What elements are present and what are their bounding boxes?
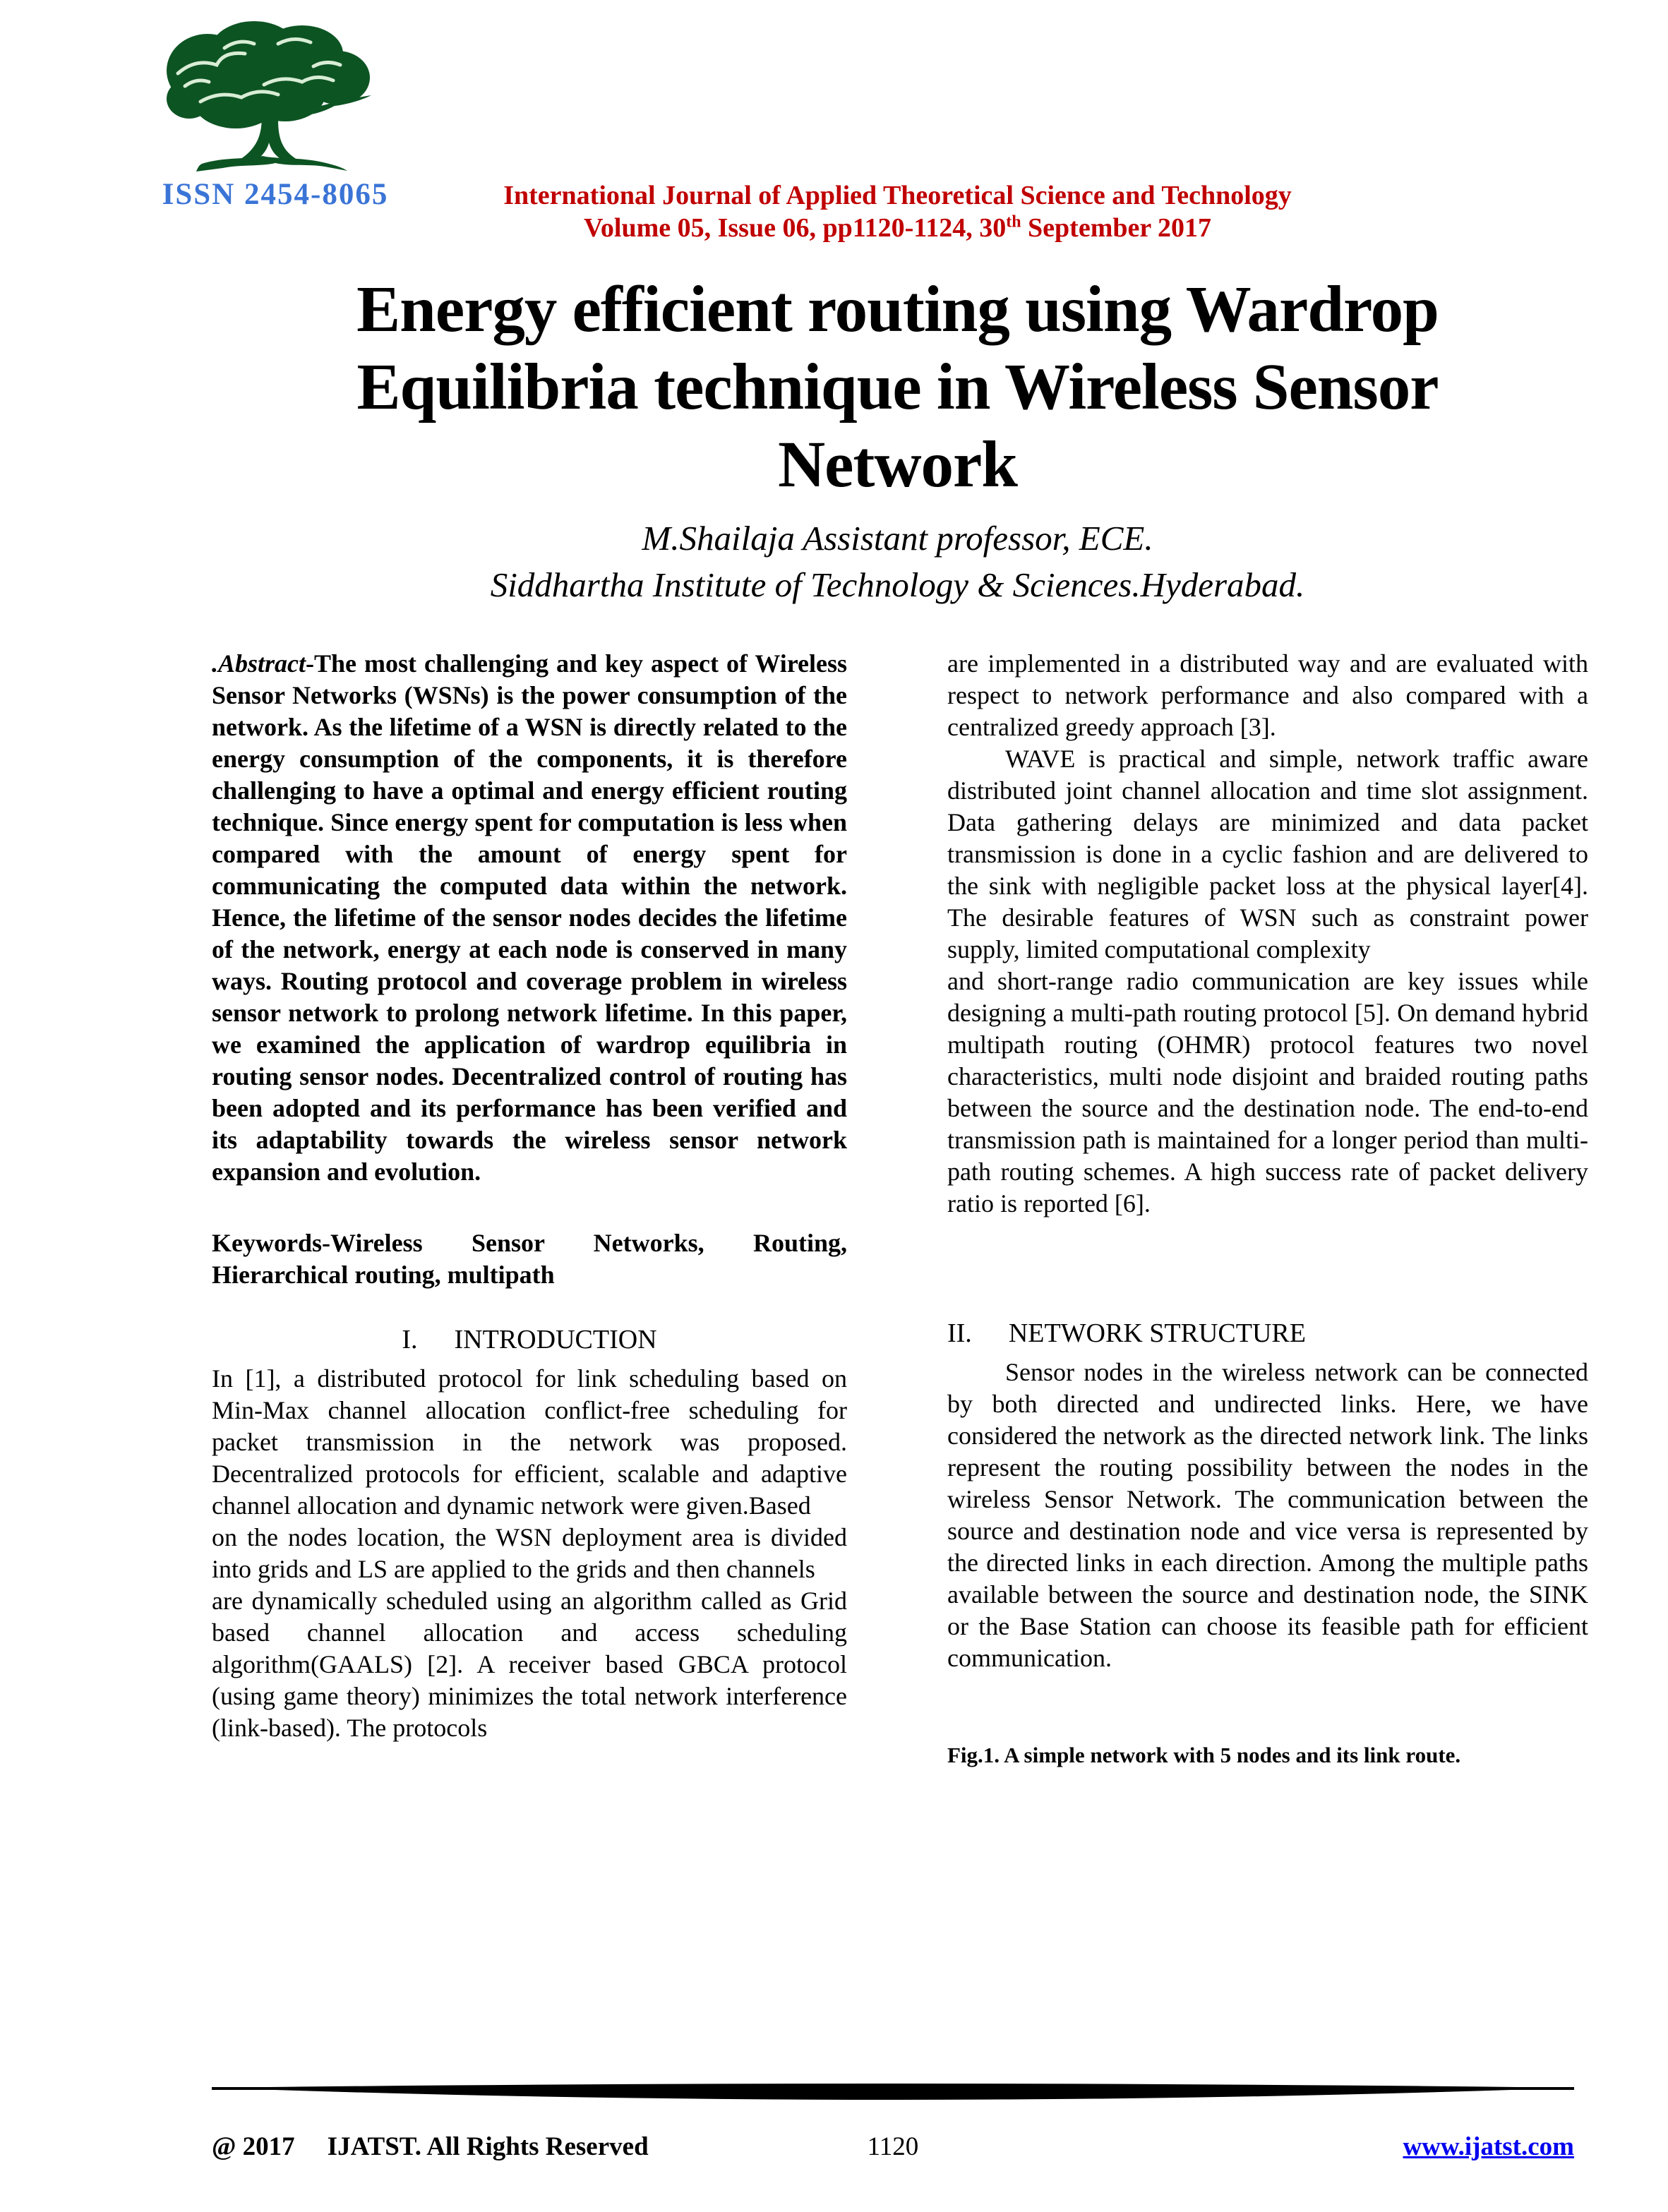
body-columns bbox=[212, 648, 1668, 1769]
network-structure-paragraph: Sensor nodes in the wireless network can be connected by both directed and undirected links. Here, we have considered the network as the directed network link. The links represent the routing possibility between the nodes in the wireless Sensor Network. The communication between the source and destination node and vice versa is represented by the directed links in each direction. Among the multiple paths available between the source and destination node, the SINK or the Base Station can choose its feasible path for efficient communication. bbox=[947, 1358, 1588, 1672]
section-heading-network-structure bbox=[947, 1317, 1588, 1350]
section-heading-introduction bbox=[212, 1323, 847, 1356]
title-line-3: Network bbox=[777, 428, 1018, 501]
fig1-caption: Fig.1. A simple network with 5 nodes and its link route. bbox=[947, 1743, 1461, 1767]
author-line: M.Shailaja Assistant professor, ECE. bbox=[642, 519, 1153, 558]
footer-row bbox=[212, 2132, 1574, 2163]
body-paragraph-2: WAVE is practical and simple, network traffic aware distributed joint channel allocation and time slot assignment. Data gathering delays are minimized and data packet transmission is done in a cyclic fashion and are delivered to the sink with negligible packet loss at the physical layer[4]. The desirable features of WSN such as constraint power supply, limited computational complexity bbox=[947, 745, 1588, 963]
divider-rule-icon bbox=[212, 2079, 1574, 2112]
volume-date-text: September 2017 bbox=[1021, 213, 1212, 243]
paper-title bbox=[0, 271, 1668, 504]
copyright-holder: IJATST. All Rights Reserved bbox=[327, 2132, 649, 2161]
left-column bbox=[212, 648, 847, 1769]
author-block bbox=[0, 515, 1668, 608]
abstract-paragraph bbox=[212, 648, 847, 1188]
body-paragraph-1: are implemented in a distributed way and are evaluated with respect to network performance and also compared with a centralized greedy approach [3]. bbox=[947, 649, 1588, 741]
body-paragraph-3: and short-range radio communication are key issues while designing a multi-path routing protocol [5]. On demand hybrid multipath routing (OHMR) protocol features two novel characteristics, multi node disjoint and braided routing paths between the source and the destination node. The end-to-end transmission path is maintained for a longer period than multi-path routing schemes. A high success rate of packet delivery ratio is reported [6]. bbox=[947, 967, 1588, 1218]
abstract-text: -The most challenging and key aspect of Wireless Sensor Networks (WSNs) is the power consumption of the network. As the lifetime of a WSN is directly related to the energy consumption of the components, it is therefore challenging to have a optimal and energy efficient routing technique. Since energy spent for computation is less when compared with the amount of energy spent for communicating the computed data within the network. Hence, the lifetime of the sensor nodes decides the lifetime of the network, energy at each node is conserved in many ways. Routing protocol and coverage problem in wireless sensor network to prolong network lifetime. In this paper, we examined the application of wardrop equilibria in routing sensor nodes. Decentralized control of routing has been adopted and its performance has been verified and its adaptability towards the wireless sensor network expansion and evolution. bbox=[212, 649, 847, 1186]
intro-paragraph-1: In [1], a distributed protocol for link scheduling based on Min-Max channel allocation conflict-free scheduling for packet transmission in the network was proposed. Decentralized protocols for efficient, scalable and adaptive channel allocation and dynamic network were given.Based bbox=[212, 1364, 847, 1520]
title-line-1: Energy efficient routing using Wardrop bbox=[356, 273, 1439, 346]
website-link[interactable]: www.ijatst.com bbox=[1403, 2132, 1574, 2161]
intro-paragraph-3: are dynamically scheduled using an algorithm called as Grid based channel allocation and access scheduling algorithm(GAALS) [2]. A receiver based GBCA protocol (using game theory) minimizes the total network interference (link-based). The protocols bbox=[212, 1587, 847, 1742]
volume-superscript: th bbox=[1006, 212, 1021, 232]
title-line-2: Equilibria technique in Wireless Sensor bbox=[356, 351, 1439, 423]
section-number: I. bbox=[402, 1325, 418, 1354]
intro-paragraph-2: on the nodes location, the WSN deployment area is divided into grids and LS are applied to the grids and then channels bbox=[212, 1523, 847, 1583]
section-title: NETWORK STRUCTURE bbox=[1008, 1318, 1306, 1348]
volume-text: Volume 05, Issue 06, pp1120-1124, 30 bbox=[583, 213, 1007, 243]
affiliation-line: Siddhartha Institute of Technology & Sciences.Hyderabad. bbox=[490, 565, 1305, 604]
keywords-paragraph: Keywords-Wireless Sensor Networks, Routing, Hierarchical routing, multipath bbox=[212, 1229, 847, 1289]
section-number: II. bbox=[947, 1318, 972, 1348]
journal-name: International Journal of Applied Theoretical Science and Technology bbox=[503, 181, 1292, 210]
issn-badge: ISSN 2454-8065 bbox=[162, 178, 389, 211]
page-number: 1120 bbox=[867, 2132, 919, 2161]
footer-divider bbox=[212, 2079, 1574, 2112]
page-footer bbox=[212, 2079, 1574, 2163]
section-title: INTRODUCTION bbox=[454, 1325, 657, 1354]
journal-logo bbox=[157, 16, 394, 212]
tree-icon bbox=[157, 16, 394, 176]
copyright-text bbox=[212, 2132, 649, 2163]
right-column bbox=[947, 648, 1588, 1769]
abstract-label: .Abstract bbox=[212, 649, 306, 678]
journal-volume-line bbox=[212, 212, 1583, 244]
copyright-year: @ 2017 bbox=[212, 2132, 295, 2161]
